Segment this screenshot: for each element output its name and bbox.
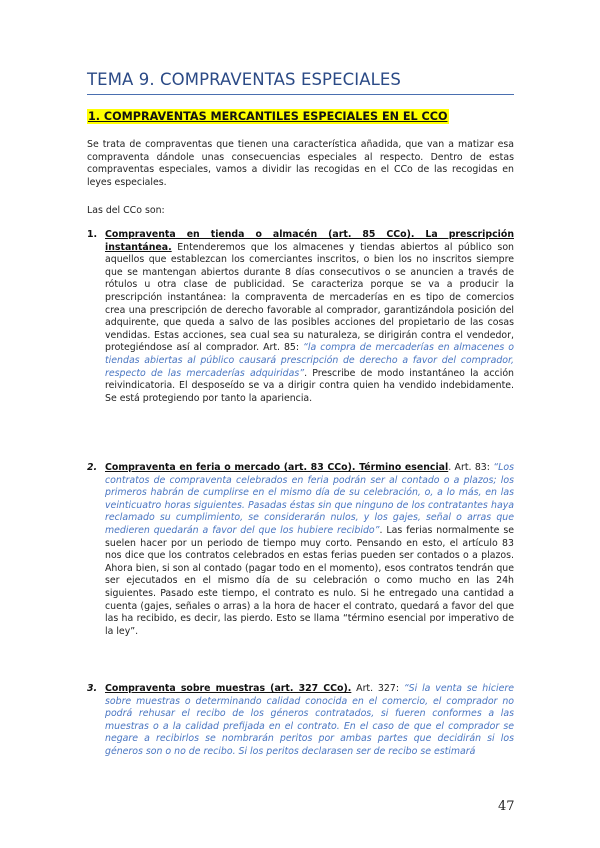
intro-paragraph: Se trata de compraventas que tienen una característica añadida, que van a matizar esa compraventa dándole unas consecuencias especiales al respecto. Dentro de estas compraventas especiales, vamos a dividir las recogidas en el CCo de las recogidas en leyes especiales. <box>87 139 514 188</box>
chapter-title: TEMA 9. COMPRAVENTAS ESPECIALES <box>87 70 514 95</box>
list-number: 2. <box>87 462 98 473</box>
item-quote: “la compra de mercaderías en almacenes o tiendas abiertas al público causará prescripción de derecho a favor del comprador, respecto de las mercaderías adquiridas” <box>105 342 514 379</box>
list-item-body <box>105 462 514 638</box>
section-heading: 1. COMPRAVENTAS MERCANTILES ESPECIALES EN EL CCO <box>88 110 448 123</box>
page-number: 47 <box>498 799 515 814</box>
list-number: 3. <box>87 683 98 694</box>
item-heading: Compraventa en feria o mercado (art. 83 CCo). Término esencial <box>105 462 449 473</box>
list-item-body <box>105 229 514 405</box>
lead-paragraph: Las del CCo son: <box>87 205 165 216</box>
item-text: Entenderemos que los almacenes y tiendas abiertos al público son aquellos que establezcan los comerciantes inscritos, o bien los no inscritos siempre que se mantengan abiertos durante 8 días consecutivos o se anuncien a través de rótulos u otra clase de publicidad. Se caracteriza porque se va a producir la prescripción instantánea: la compraventa de mercaderías en es tipo de comercios crea una prescripción de derecho favorable al comprador, garantizándola posición del adquirente, que queda a salvo de las posibles acciones del propietario de las cosas vendidas. Estas acciones, sea cual sea su naturaleza, se dirigirán contra el vendedor, protegiéndose así al comprador. Art. 85: <box>105 241 514 354</box>
list-item-body <box>105 683 514 759</box>
item-quote: “Si la venta se hiciere sobre muestras o determinando calidad conocida en el comercio, el comprador no podrá rehusar el recibo de los géneros contratados, si fueren conformes a las muestras o a la calidad prefijada en el contrato. En el caso de que el comprador se negare a recibirlos se nombrarán peritos por ambas partes que decidirán si los géneros son o no de recibo. Si los peritos declarasen ser de recibo se estimará <box>105 683 514 757</box>
item-quote: “Los contratos de compraventa celebrados en feria podrán ser al contado o a plazos; los primeros habrán de cumplirse en el mismo día de su celebración, o, a lo más, en las veinticuatro horas siguientes. Pasadas éstas sin que ninguno de los contratantes haya reclamado su cumplimiento, se considerarán nulos, y los gajes, señal o arras que medieren quedarán a favor del que los hubiere recibido” <box>105 462 514 536</box>
item-text-continued: . Las ferias normalmente se suelen hacer por un periodo de tiempo muy corto. Pensando en esto, el artículo 83 nos dice que los contratos celebrados en estas ferias pueden ser contados o a plazos. Ahora bien, si son al contado (pagar todo en el momento), esos contratos tendrán que ser ejecutados en el mismo día de su celebración o como mucho en las 24h siguientes. Pasado este tiempo, el contrato es nulo. Si he entregado una cantidad a cuenta (gajes, señales o arras) a la hora de hacer el contrato, quedará a favor del que las ha recibido, es decir, las pierdo. Esto se llama “término esencial por imperativo de la ley”. <box>105 524 514 637</box>
item-text: Art. 327: <box>351 683 404 694</box>
item-text-continued: . Prescribe de modo instantáneo la acción reivindicatoria. El desposeído se va a dirigir contra quien ha vendido indebidamente. Se está protegiendo por tanto la apariencia. <box>105 367 514 404</box>
list-number: 1. <box>87 229 98 240</box>
item-text: . Art. 83: <box>448 462 494 473</box>
item-heading: Compraventa en tienda o almacén (art. 85 CCo). La prescripción instantánea. <box>105 229 514 253</box>
item-heading: Compraventa sobre muestras (art. 327 CCo). <box>105 683 352 694</box>
